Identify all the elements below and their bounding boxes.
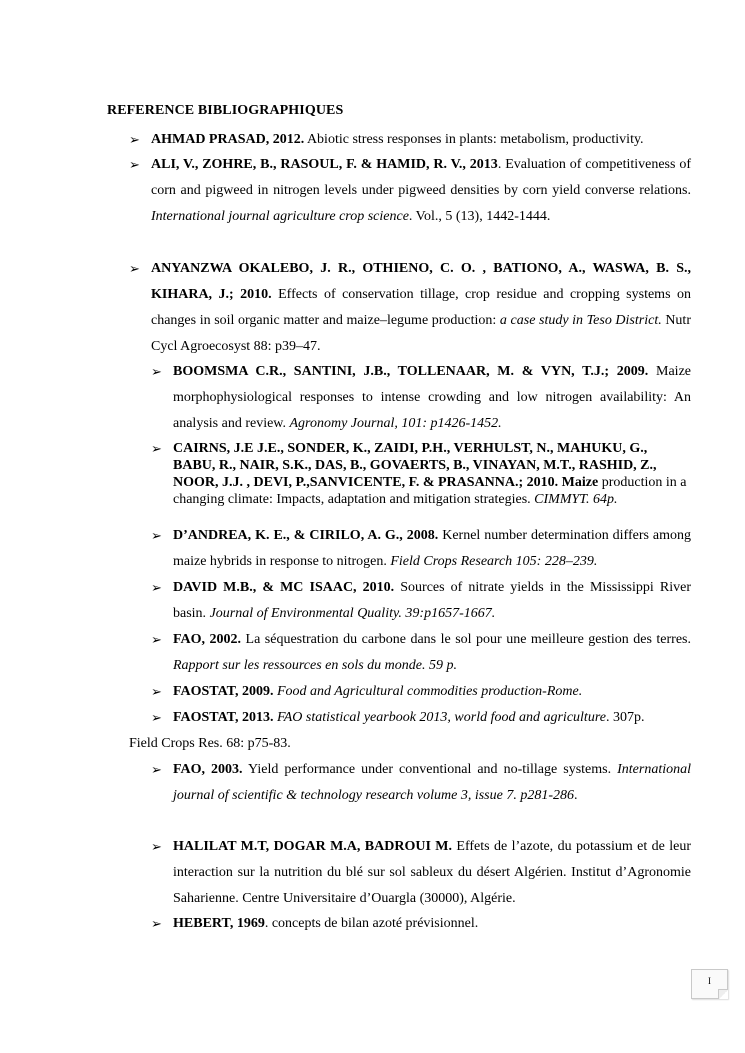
arrow-bullet-icon: ➢	[129, 157, 140, 172]
arrow-bullet-icon: ➢	[151, 684, 162, 699]
reference-item	[129, 127, 691, 153]
reference-source: Field Crops Research 105: 228–239.	[390, 554, 598, 569]
reference-tail: . Vol., 5 (13), 1442-1444.	[408, 209, 551, 224]
arrow-bullet-icon: ➢	[151, 916, 162, 931]
page-number-box	[691, 969, 728, 999]
reference-text: Abiotic stress responses in plants: metabolism, productivity.	[304, 132, 644, 147]
arrow-bullet-icon: ➢	[129, 261, 140, 276]
reference-authors: ALI, V., ZOHRE, B., RASOUL, F. & HAMID, R. V., 2013	[151, 157, 498, 172]
reference-authors: FAO, 2002.	[173, 632, 242, 647]
reference-source: International journal agriculture crop science	[151, 209, 409, 224]
reference-authors: CAIRNS, J.E J.E., SONDER, K., ZAIDI, P.H., VERHULST, N., MAHUKU, G., BABU, R., NAIR, S.K., DAS, B., GOVAERTS, B., VINAYAN, M.T., RASHID, Z., NOOR, J.J. , DEVI, P.,SANVICENTE, F. & PRASANNA.; 2010. Maize	[173, 441, 657, 490]
arrow-bullet-icon: ➢	[151, 632, 162, 647]
reference-source: International journal of scientific & technology research volume 3, issue 7. p281-286	[173, 762, 691, 803]
reference-source: Agronomy Journal, 101: p1426-1452.	[289, 416, 502, 431]
reference-item	[151, 705, 691, 731]
reference-text: Effects of conservation tillage, crop residue and cropping systems on changes in soil organic matter and maize–legume production:	[151, 287, 691, 328]
reference-source: Rapport sur les ressources en sols du monde. 59 p.	[173, 658, 458, 673]
page-fold-corner	[718, 989, 728, 999]
reference-text: Kernel number determination differs among maize hybrids in response to nitrogen.	[173, 528, 692, 569]
reference-text: production in a changing climate: Impacts, adaptation and mitigation strategies.	[173, 475, 687, 507]
reference-item	[151, 679, 691, 705]
reference-text: La séquestration du carbone dans le sol pour une meilleure gestion des terres.	[241, 632, 691, 647]
reference-authors: D’ANDREA, K. E., & CIRILO, A. G., 2008.	[173, 528, 439, 543]
reference-authors: AHMAD PRASAD, 2012.	[151, 132, 305, 147]
reference-source: Food and Agricultural commodities production-Rome.	[276, 684, 583, 699]
reference-authors: ANYANZWA OKALEBO, J. R., OTHIENO, C. O. , BATIONO, A., WASWA, B. S., KIHARA, J.; 2010.	[151, 261, 691, 302]
reference-text: Yield performance under conventional and no-tillage systems.	[242, 762, 618, 777]
reference-source: a case study in Teso District.	[499, 313, 662, 328]
page-number: I	[708, 976, 711, 986]
arrow-bullet-icon: ➢	[129, 132, 140, 147]
reference-item	[151, 757, 691, 809]
reference-source: FAO statistical yearbook 2013, world food and agriculture	[276, 710, 606, 725]
reference-item	[151, 359, 692, 437]
reference-item	[151, 911, 691, 937]
reference-authors: HEBERT, 1969	[173, 916, 265, 931]
reference-text: Effets de l’azote, du potassium et de leur interaction sur la nutrition du blé sur sol sableux du désert Algérien. Institut d’Agronomie Saharienne. Centre Universitaire d’Ouargla (30000), Algérie.	[173, 839, 691, 906]
reference-authors: FAOSTAT, 2013.	[173, 710, 274, 725]
arrow-bullet-icon: ➢	[151, 364, 162, 379]
reference-item	[151, 575, 691, 627]
reference-authors: FAOSTAT, 2009.	[173, 684, 274, 699]
bibliography-heading: REFERENCE BIBLIOGRAPHIQUES	[107, 103, 344, 118]
arrow-bullet-icon: ➢	[151, 528, 162, 543]
reference-tail: Nutr Cycl Agroecosyst 88: p39–47.	[151, 313, 691, 354]
reference-item	[151, 440, 691, 508]
reference-item	[151, 834, 691, 912]
reference-text: . concepts de bilan azoté prévisionnel.	[264, 916, 479, 931]
reference-source: Journal of Environmental Quality. 39:p1657-1667.	[209, 606, 496, 621]
reference-text: Maize morphophysiological responses to intense crowding and low nitrogen availability: An analysis and review.	[173, 364, 692, 431]
arrow-bullet-icon: ➢	[151, 580, 162, 595]
arrow-bullet-icon: ➢	[151, 839, 162, 854]
reference-item	[151, 523, 692, 575]
reference-tail: .	[574, 788, 578, 803]
arrow-bullet-icon: ➢	[151, 710, 162, 725]
reference-tail: . 307p.	[605, 710, 645, 725]
reference-text: Sources of nitrate yields in the Mississippi River basin.	[173, 580, 691, 621]
orphan-citation-line: Field Crops Res. 68: p75-83.	[129, 736, 291, 751]
reference-item	[129, 152, 691, 230]
arrow-bullet-icon: ➢	[151, 762, 162, 777]
reference-authors: DAVID M.B., & MC ISAAC, 2010.	[173, 580, 395, 595]
reference-authors: FAO, 2003.	[173, 762, 243, 777]
reference-text: . Evaluation of competitiveness of corn and pigweed in nitrogen levels under pigweed densities by corn yield converse relations.	[151, 157, 691, 198]
reference-authors: HALILAT M.T, DOGAR M.A, BADROUI M.	[173, 839, 453, 854]
reference-authors: BOOMSMA C.R., SANTINI, J.B., TOLLENAAR, M. & VYN, T.J.; 2009.	[173, 364, 649, 379]
reference-source: CIMMYT. 64p.	[534, 492, 618, 507]
reference-item	[151, 627, 691, 679]
arrow-bullet-icon: ➢	[151, 441, 162, 456]
reference-item	[129, 256, 691, 360]
